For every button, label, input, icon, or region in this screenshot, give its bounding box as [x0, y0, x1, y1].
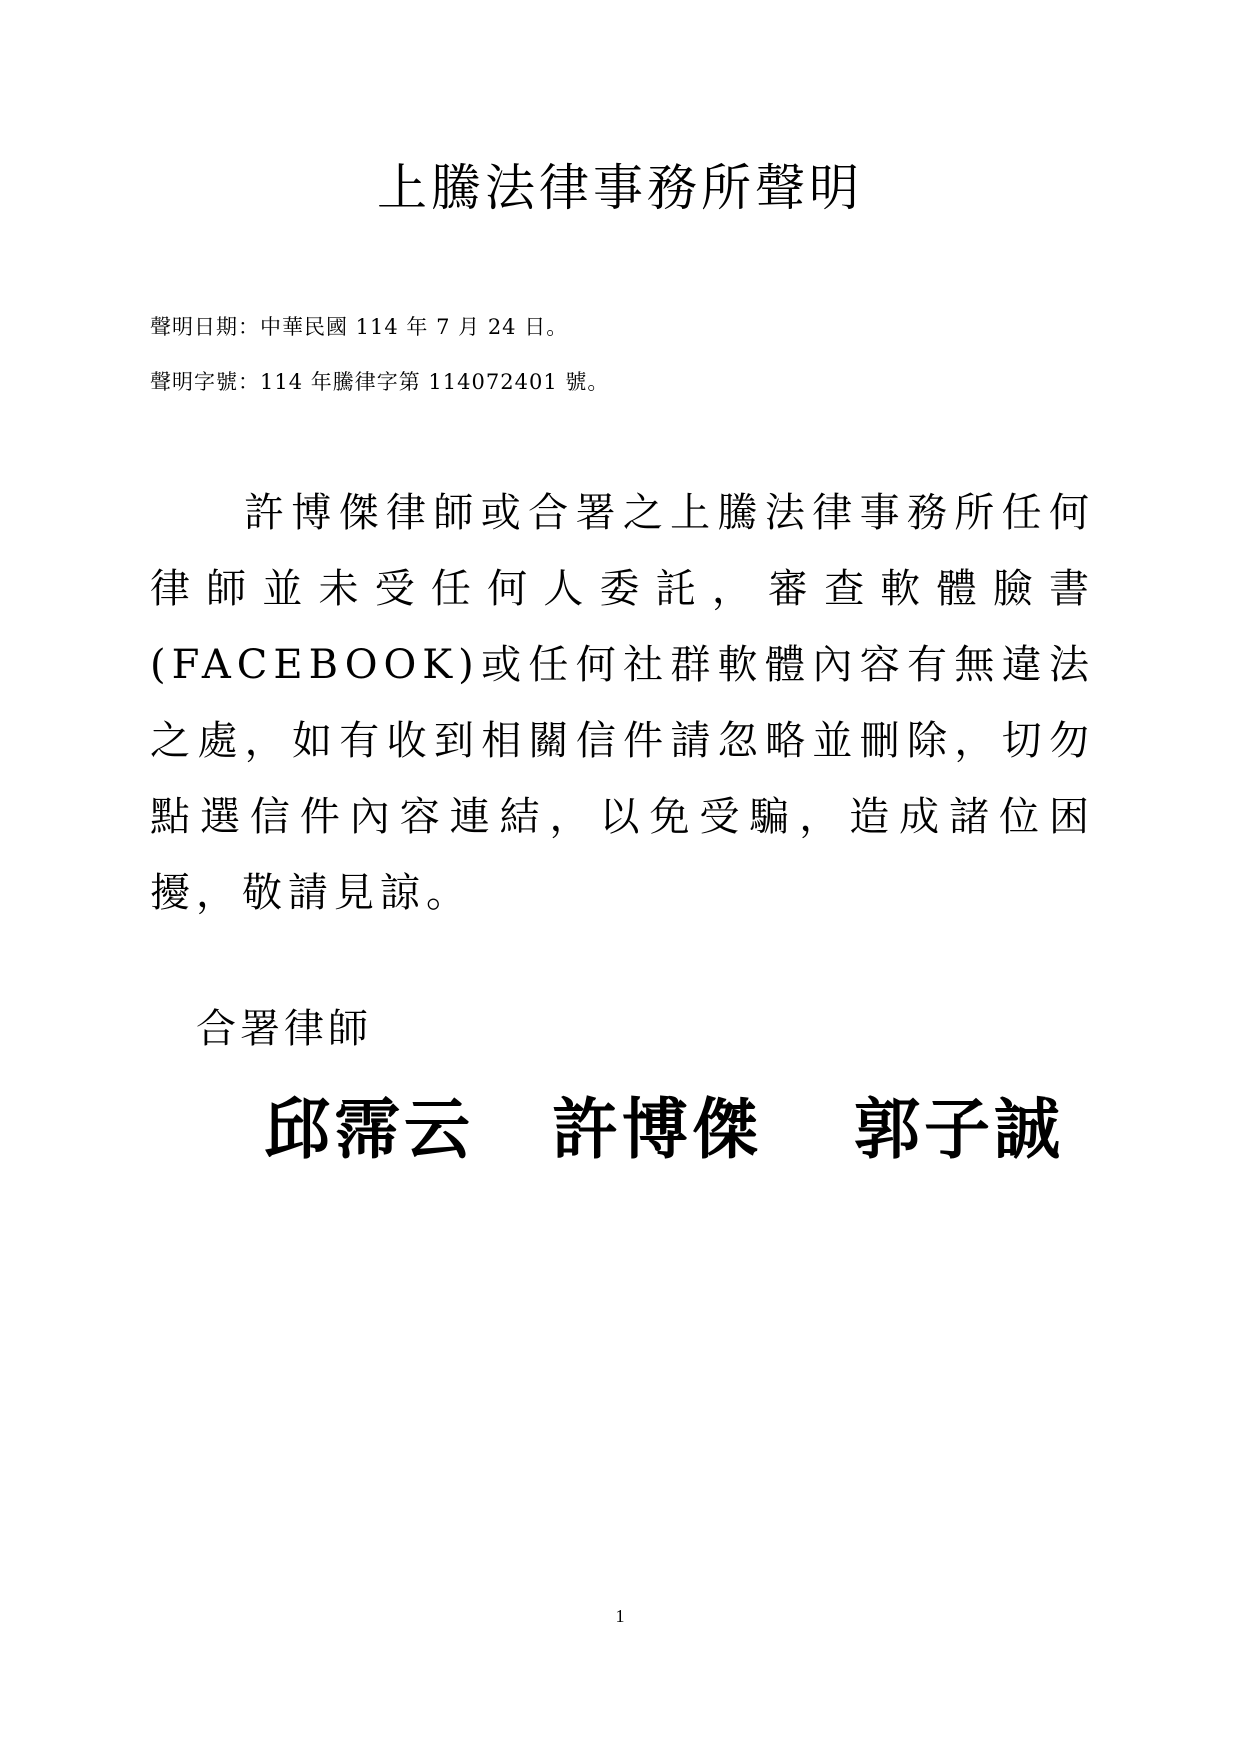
signer-name: 郭子誠 — [854, 1091, 1064, 1168]
document-title: 上騰法律事務所聲明 — [377, 159, 863, 217]
page-number: 1 — [615, 1606, 625, 1626]
signer-name: 許博傑 — [552, 1091, 762, 1168]
signers-label: 合署律師 — [196, 1006, 372, 1052]
statement-reference-number: 聲明字號：114 年騰律字第 114072401 號。 — [150, 370, 610, 394]
statement-body: 許博傑律師或合署之上騰法律事務所任何律師並未受任何人委託，審查軟體臉書(FACEBOOK)或任何社群軟體內容有無違法之處，如有收到相關信件請忽略並刪除，切勿點選信件內容連結，以免受騙，造成諸位困擾，敬請見諒。 — [150, 490, 1095, 916]
signer-name: 邱霈云 — [264, 1091, 474, 1168]
signatures — [264, 1090, 1124, 1180]
statement-date: 聲明日期：中華民國 114 年 7 月 24 日。 — [150, 315, 569, 339]
